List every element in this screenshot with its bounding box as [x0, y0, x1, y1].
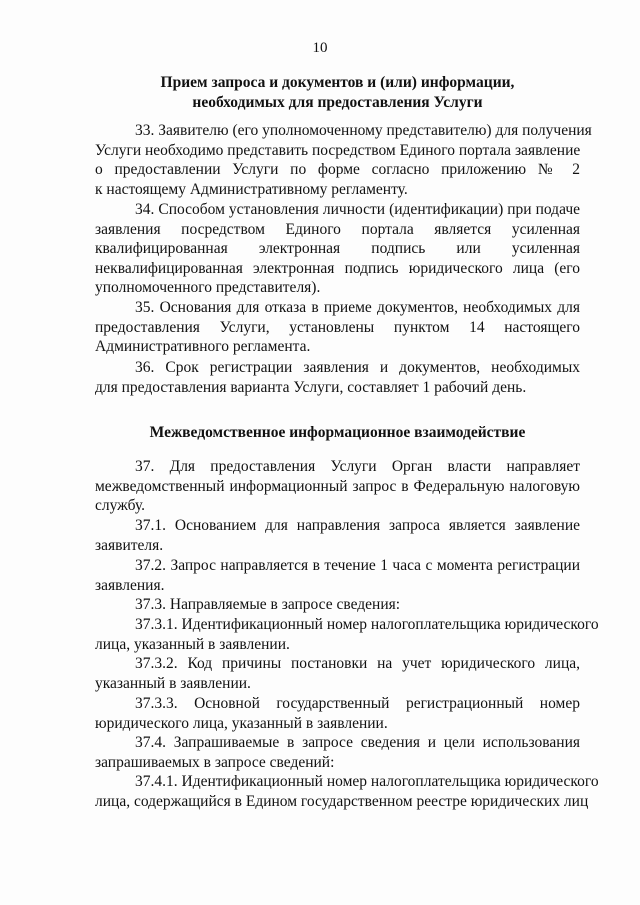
- text-line: заявления.: [95, 576, 165, 594]
- text-line: лица, указанный в заявлении.: [95, 635, 290, 653]
- section-title-interagency: [95, 423, 580, 443]
- text-line: к настоящему Административному регламенту.: [95, 180, 408, 198]
- text-line: для предоставления варианта Услуги, составляет 1 рабочий день.: [95, 378, 527, 396]
- paragraph-37-3: [95, 595, 580, 615]
- paragraph-37-1: [95, 516, 580, 555]
- text-line: лица, содержащийся в Едином государственном реестре юридических лиц: [95, 792, 589, 810]
- paragraph-34: [95, 200, 580, 298]
- text-line: 36. Срок регистрации заявления и документов, необходимых: [135, 359, 580, 376]
- text-line: 37.3. Направляемые в запросе сведения:: [135, 596, 401, 613]
- paragraph-37: [95, 457, 580, 516]
- paragraph-35: [95, 298, 580, 357]
- text-line: уполномоченного представителя).: [95, 279, 321, 297]
- text-line: заявления посредством Единого портала является усиленная: [95, 220, 580, 238]
- paragraph-37-4-1: [95, 772, 599, 811]
- text-line: 37.3.1. Идентификационный номер налогоплательщика юридического: [135, 616, 599, 633]
- text-line: 34. Способом установления личности (идентификации) при подаче: [135, 201, 580, 218]
- paragraph-36: [95, 358, 580, 397]
- text-line: 33. Заявителю (его уполномоченному представителю) для получения: [135, 122, 592, 139]
- paragraph-37-3-3: [95, 694, 580, 733]
- paragraph-37-3-2: [95, 654, 580, 693]
- text-line: 35. Основания для отказа в приеме документов, необходимых для: [135, 299, 580, 316]
- section-title-document-acceptance: [95, 73, 580, 113]
- paragraph-37-2: [95, 556, 580, 595]
- section-title-line: необходимых для предоставления Услуги: [192, 94, 483, 111]
- text-line: юридического лица, указанный в заявлении.: [95, 714, 388, 732]
- paragraph-37-4: [95, 733, 580, 772]
- text-line: указанный в заявлении.: [95, 674, 251, 692]
- paragraph-37-3-1: [95, 615, 599, 654]
- text-line: 37.2. Запрос направляется в течение 1 часа с момента регистрации: [135, 557, 580, 574]
- text-line: службу.: [95, 497, 146, 515]
- text-line: 37.3.2. Код причины постановки на учет юридического лица,: [135, 655, 580, 672]
- section-title-line: Прием запроса и документов и (или) информации,: [160, 74, 515, 91]
- text-line: запрашиваемых в запросе сведений:: [95, 753, 335, 771]
- text-line: квалифицированная электронная подпись или усиленная: [95, 240, 580, 258]
- text-line: межведомственный информационный запрос в Федеральную налоговую: [95, 477, 580, 495]
- page-number: 10: [312, 40, 328, 56]
- section-title-line: Межведомственное информационное взаимодействие: [149, 424, 526, 441]
- text-line: 37.3.3. Основной государственный регистрационный номер: [135, 695, 580, 712]
- text-line: 37.4.1. Идентификационный номер налогоплательщика юридического: [135, 773, 599, 790]
- text-line: неквалифицированная электронная подпись юридического лица (его: [95, 259, 580, 277]
- text-line: Административного регламента.: [95, 338, 311, 356]
- text-line: 37.4. Запрашиваемые в запросе сведения и цели использования: [135, 734, 580, 751]
- text-line: заявителя.: [95, 536, 164, 554]
- text-line: 37. Для предоставления Услуги Орган власти направляет: [135, 458, 580, 475]
- text-line: Услуги необходимо представить посредством Единого портала заявление: [95, 141, 581, 159]
- text-line: о предоставлении Услуги по форме согласно приложению № 2: [95, 161, 580, 179]
- paragraph-33: [95, 121, 592, 199]
- text-line: 37.1. Основанием для направления запроса является заявление: [135, 517, 580, 534]
- text-line: предоставления Услуги, установлены пунктом 14 настоящего: [95, 318, 580, 336]
